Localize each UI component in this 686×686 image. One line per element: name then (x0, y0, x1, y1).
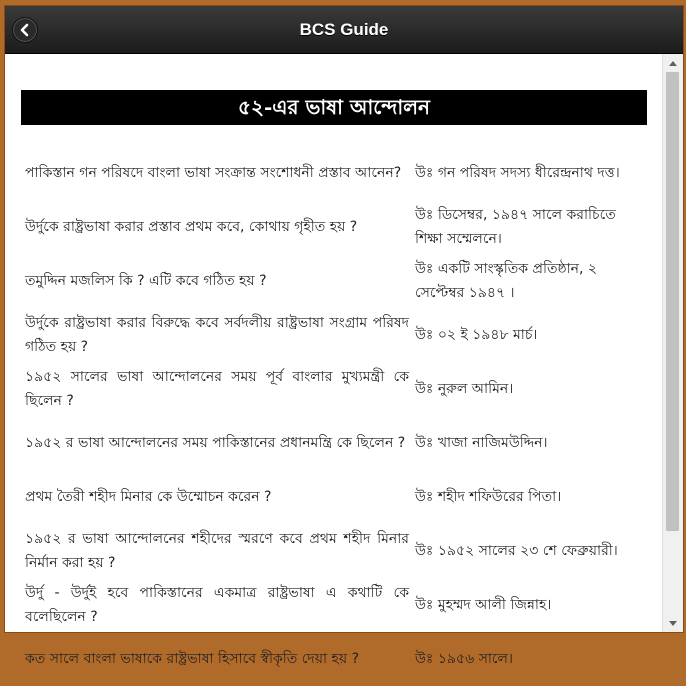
answer-cell: উঃ একটি সাংস্কৃতিক প্রতিষ্ঠান, ২ সেপ্টেম্বর ১৯৪৭ । (415, 261, 598, 301)
scrollbar-thumb[interactable] (666, 72, 679, 531)
table-row (25, 362, 641, 416)
question-cell: উর্দুকে রাষ্ট্রভাষা করার বিরুদ্ধে কবে সর্বদলীয় রাষ্ট্রভাষা সংগ্রাম পরিষদ গঠিত হয় ? (25, 315, 409, 355)
qa-table (25, 146, 641, 686)
content-area (5, 54, 661, 667)
table-row (25, 470, 641, 524)
table-row (25, 416, 641, 470)
header-bar (5, 6, 683, 54)
table-row (25, 200, 641, 254)
answer-cell: উঃ ডিসেম্বর, ১৯৪৭ সালে করাচিতে শিক্ষা সম্মেলনে। (415, 207, 616, 247)
scroll-up-arrow-icon[interactable] (663, 54, 683, 71)
answer-cell: উঃ ১৯৫৬ সালে। (415, 651, 513, 667)
answer-cell: উঃ শহীদ শফিউরের পিতা। (415, 489, 562, 505)
section-heading: ৫২-এর ভাষা আন্দোলন (21, 90, 647, 125)
question-cell: কত সালে বাংলা ভাষাকে রাষ্ট্রভাষা হিসাবে স্বীকৃতি দেয়া হয় ? (25, 651, 360, 667)
table-row (25, 254, 641, 308)
question-cell: ১৯৫২ র ভাষা আন্দোলনের শহীদের স্মরণে কবে প্রথম শহীদ মিনার নির্মান করা হয় ? (25, 531, 409, 571)
question-cell: তমুদ্দিন মজলিস কি ? এটি কবে গঠিত হয় ? (25, 273, 267, 289)
question-cell: ১৯৫২ র ভাষা আন্দোলনের সময় পাকিস্তানের প্রধানমন্ত্রি কে ছিলেন ? (25, 435, 406, 451)
chevron-left-icon (18, 23, 32, 37)
table-row (25, 308, 641, 362)
answer-cell: উঃ মুহম্মদ আলী জিন্নাহ। (415, 597, 552, 613)
answer-cell: উঃ ১৯৫২ সালের ২৩ শে ফেব্রুয়ারী। (415, 543, 618, 559)
app-window (4, 5, 684, 667)
answer-cell: উঃ গন পরিষদ সদস্য ধীরেন্দ্রনাথ দত্ত। (415, 165, 620, 181)
back-button[interactable] (12, 17, 38, 43)
question-cell: পাকিস্তান গন পরিষদে বাংলা ভাষা সংক্রান্ত সংশোধনী প্রস্তাব আনেন? (25, 165, 402, 181)
table-row (25, 632, 641, 686)
table-row (25, 146, 641, 200)
question-cell: ১৯৫২ সালের ভাষা আন্দোলনের সময় পূর্ব বাংলার মুখ্যমন্ত্রী কে ছিলেন ? (25, 369, 409, 409)
vertical-scrollbar[interactable] (662, 54, 683, 632)
answer-cell: উঃ নুরুল আমিন। (415, 381, 514, 397)
question-cell: প্রথম তৈরী শহীদ মিনার কে উম্মোচন করেন ? (25, 489, 272, 505)
table-row (25, 524, 641, 578)
question-cell: উর্দু - উর্দুই হবে পাকিস্তানের একমাত্র রাষ্ট্রভাষা এ কথাটি কে বলেছিলেন ? (25, 585, 409, 625)
answer-cell: উঃ খাজা নাজিমউদ্দিন। (415, 435, 548, 451)
table-row (25, 578, 641, 632)
answer-cell: উঃ ০২ ই ১৯৪৮ মার্চ। (415, 327, 538, 343)
scroll-down-arrow-icon[interactable] (663, 615, 683, 632)
question-cell: উর্দুকে রাষ্ট্রভাষা করার প্রস্তাব প্রথম কবে, কোথায় গৃহীত হয় ? (25, 219, 358, 235)
page-title: BCS Guide (299, 20, 389, 39)
